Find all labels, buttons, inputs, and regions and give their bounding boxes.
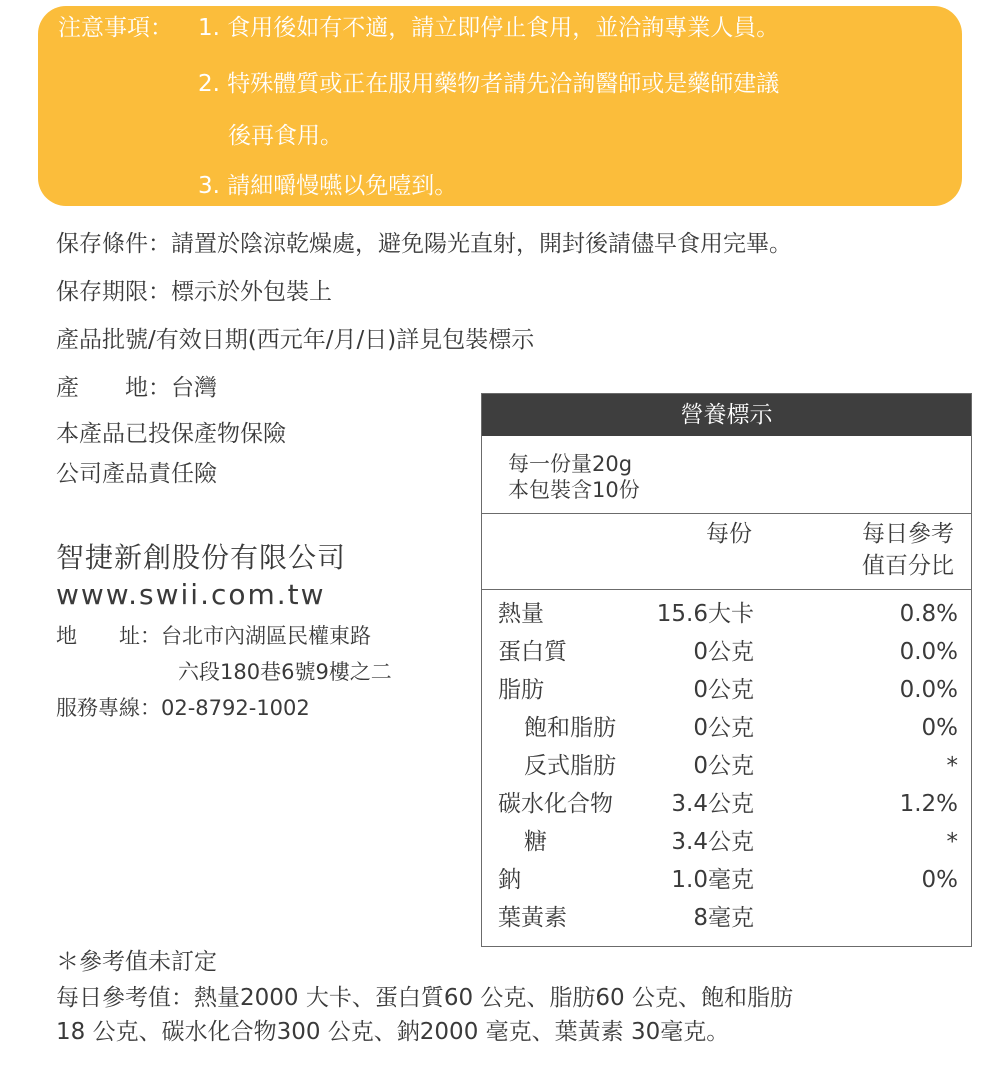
row-name: 熱量 [498, 601, 544, 627]
footnote-daily-values: 每日參考值：熱量2000 大卡、蛋白質60 公克、脂肪60 公克、飽和脂肪 [56, 985, 793, 1011]
row-value: 1.0毫克 [671, 867, 754, 893]
batch-info: 產品批號/有效日期(西元年/月/日)詳見包裝標示 [56, 327, 535, 353]
notice-item-1: 1. 食用後如有不適，請立即停止食用，並洽詢專業人員。 [198, 15, 780, 41]
company-website[interactable]: www.swii.com.tw [56, 578, 326, 611]
company-address: 地 址：台北市內湖區民權東路 [56, 624, 371, 648]
row-daily: 0% [921, 715, 958, 741]
service-hotline: 服務專線：02-8792-1002 [56, 696, 310, 720]
divider [482, 589, 971, 590]
row-value: 0公克 [693, 677, 754, 703]
nutrition-title: 營養標示 [482, 394, 971, 436]
row-name: 糖 [524, 829, 547, 855]
row-value: 8毫克 [693, 905, 754, 931]
row-name: 飽和脂肪 [524, 715, 616, 741]
row-value: 0公克 [693, 715, 754, 741]
company-address-line-2: 六段180巷6號9樓之二 [178, 660, 392, 684]
servings-per-package: 本包裝含10份 [508, 478, 640, 502]
row-name: 反式脂肪 [524, 753, 616, 779]
notice-item-3: 3. 請細嚼慢嚥以免噎到。 [198, 173, 458, 199]
divider [482, 513, 971, 514]
row-value: 3.4公克 [671, 791, 754, 817]
row-name: 脂肪 [498, 677, 544, 703]
row-value: 3.4公克 [671, 829, 754, 855]
row-daily: 0.0% [899, 677, 958, 703]
footnote-daily-values-cont: 18 公克、碳水化合物300 公克、鈉2000 毫克、葉黃素 30毫克。 [56, 1019, 730, 1045]
footnote-reference: ＊參考值未訂定 [56, 949, 217, 975]
row-value: 15.6大卡 [656, 601, 754, 627]
row-name: 鈉 [498, 867, 521, 893]
row-value: 0公克 [693, 639, 754, 665]
row-daily: 0.0% [899, 639, 958, 665]
nutrition-table [481, 393, 972, 947]
serving-size: 每一份量20g [508, 452, 633, 476]
company-name: 智捷新創股份有限公司 [56, 541, 347, 574]
insurance-line-1: 本產品已投保產物保險 [56, 421, 286, 447]
notice-label: 注意事項： [58, 15, 173, 41]
row-daily: 1.2% [899, 791, 958, 817]
col-daily-2: 值百分比 [862, 553, 954, 579]
notice-item-2-cont: 後再食用。 [228, 123, 343, 149]
row-daily: * [946, 829, 958, 855]
notice-box [38, 6, 962, 206]
row-value: 0公克 [693, 753, 754, 779]
col-per-serving: 每份 [706, 521, 752, 547]
origin: 產 地：台灣 [56, 375, 217, 401]
row-name: 碳水化合物 [498, 791, 613, 817]
row-daily: 0% [921, 867, 958, 893]
row-daily: * [946, 753, 958, 779]
row-daily: 0.8% [899, 601, 958, 627]
shelf-life: 保存期限：標示於外包裝上 [56, 279, 332, 305]
storage-conditions: 保存條件：請置於陰涼乾燥處，避免陽光直射，開封後請儘早食用完畢。 [56, 231, 792, 257]
notice-item-2: 2. 特殊體質或正在服用藥物者請先洽詢醫師或是藥師建議 [198, 71, 780, 97]
insurance-line-2: 公司產品責任險 [56, 461, 217, 487]
row-name: 蛋白質 [498, 639, 567, 665]
col-daily-1: 每日參考 [862, 521, 954, 547]
row-name: 葉黃素 [498, 905, 567, 931]
